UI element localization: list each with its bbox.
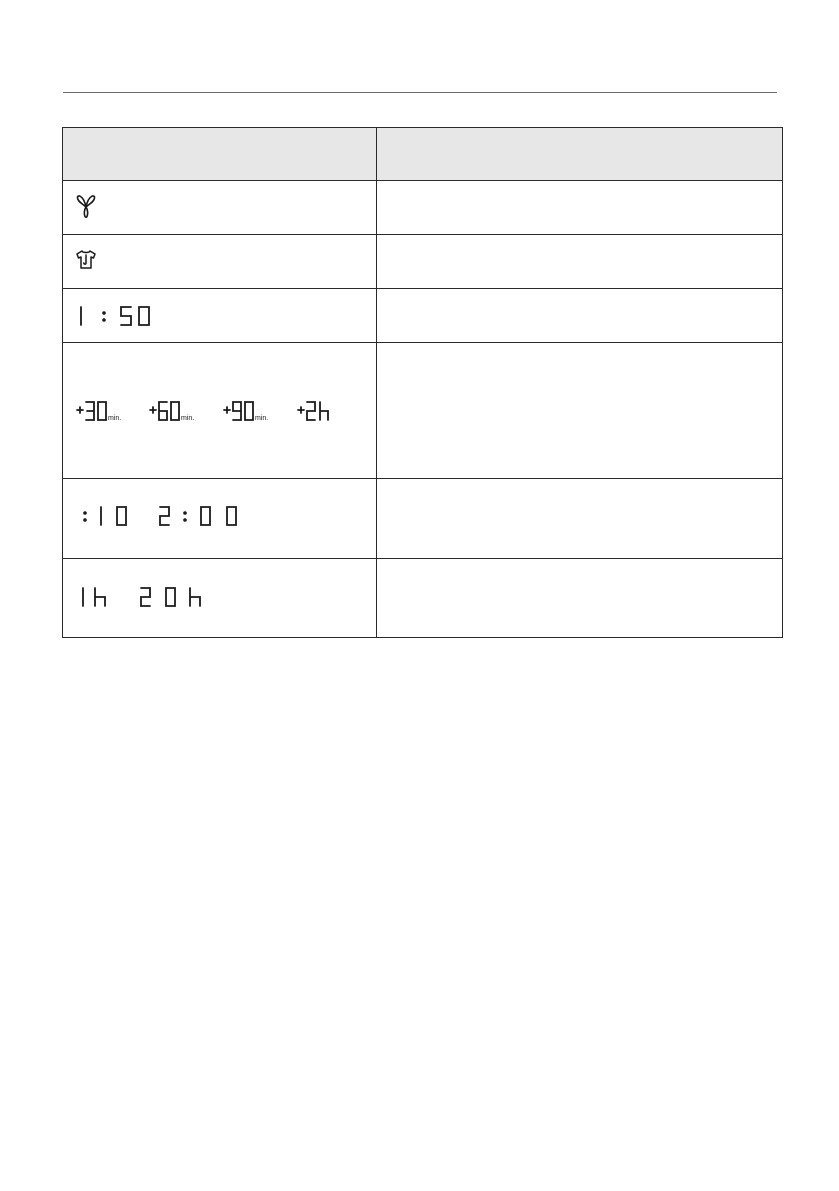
symbol-cell	[63, 343, 377, 478]
description-cell	[377, 289, 782, 342]
symbol-cell	[63, 181, 377, 234]
header-rule	[63, 92, 777, 93]
svg-text:min.: min.	[108, 415, 122, 422]
symbol-cell	[63, 235, 377, 288]
header-cell-symbol	[63, 128, 377, 180]
symbol-cell	[63, 289, 377, 342]
shirt-icon	[75, 249, 95, 271]
segment-display-1-50	[75, 305, 165, 327]
table-row	[63, 234, 782, 288]
segment-display-delay	[75, 505, 265, 527]
symbol-cell	[63, 479, 377, 558]
table-row	[63, 558, 782, 637]
svg-text:min.: min.	[181, 415, 195, 422]
segment-display-hours	[75, 586, 235, 608]
header-cell-description	[377, 128, 782, 180]
table-row	[63, 342, 782, 478]
fan-icon	[75, 194, 95, 216]
description-cell	[377, 479, 782, 558]
display-symbols-table	[62, 127, 783, 638]
description-cell	[377, 343, 782, 478]
svg-text:min.: min.	[255, 415, 269, 422]
symbol-cell	[63, 559, 377, 637]
table-row	[63, 180, 782, 234]
description-cell	[377, 181, 782, 234]
table-row	[63, 288, 782, 342]
segment-display-extra-time	[75, 400, 355, 422]
table-header-row	[63, 128, 782, 180]
table-row	[63, 478, 782, 558]
description-cell	[377, 235, 782, 288]
description-cell	[377, 559, 782, 637]
